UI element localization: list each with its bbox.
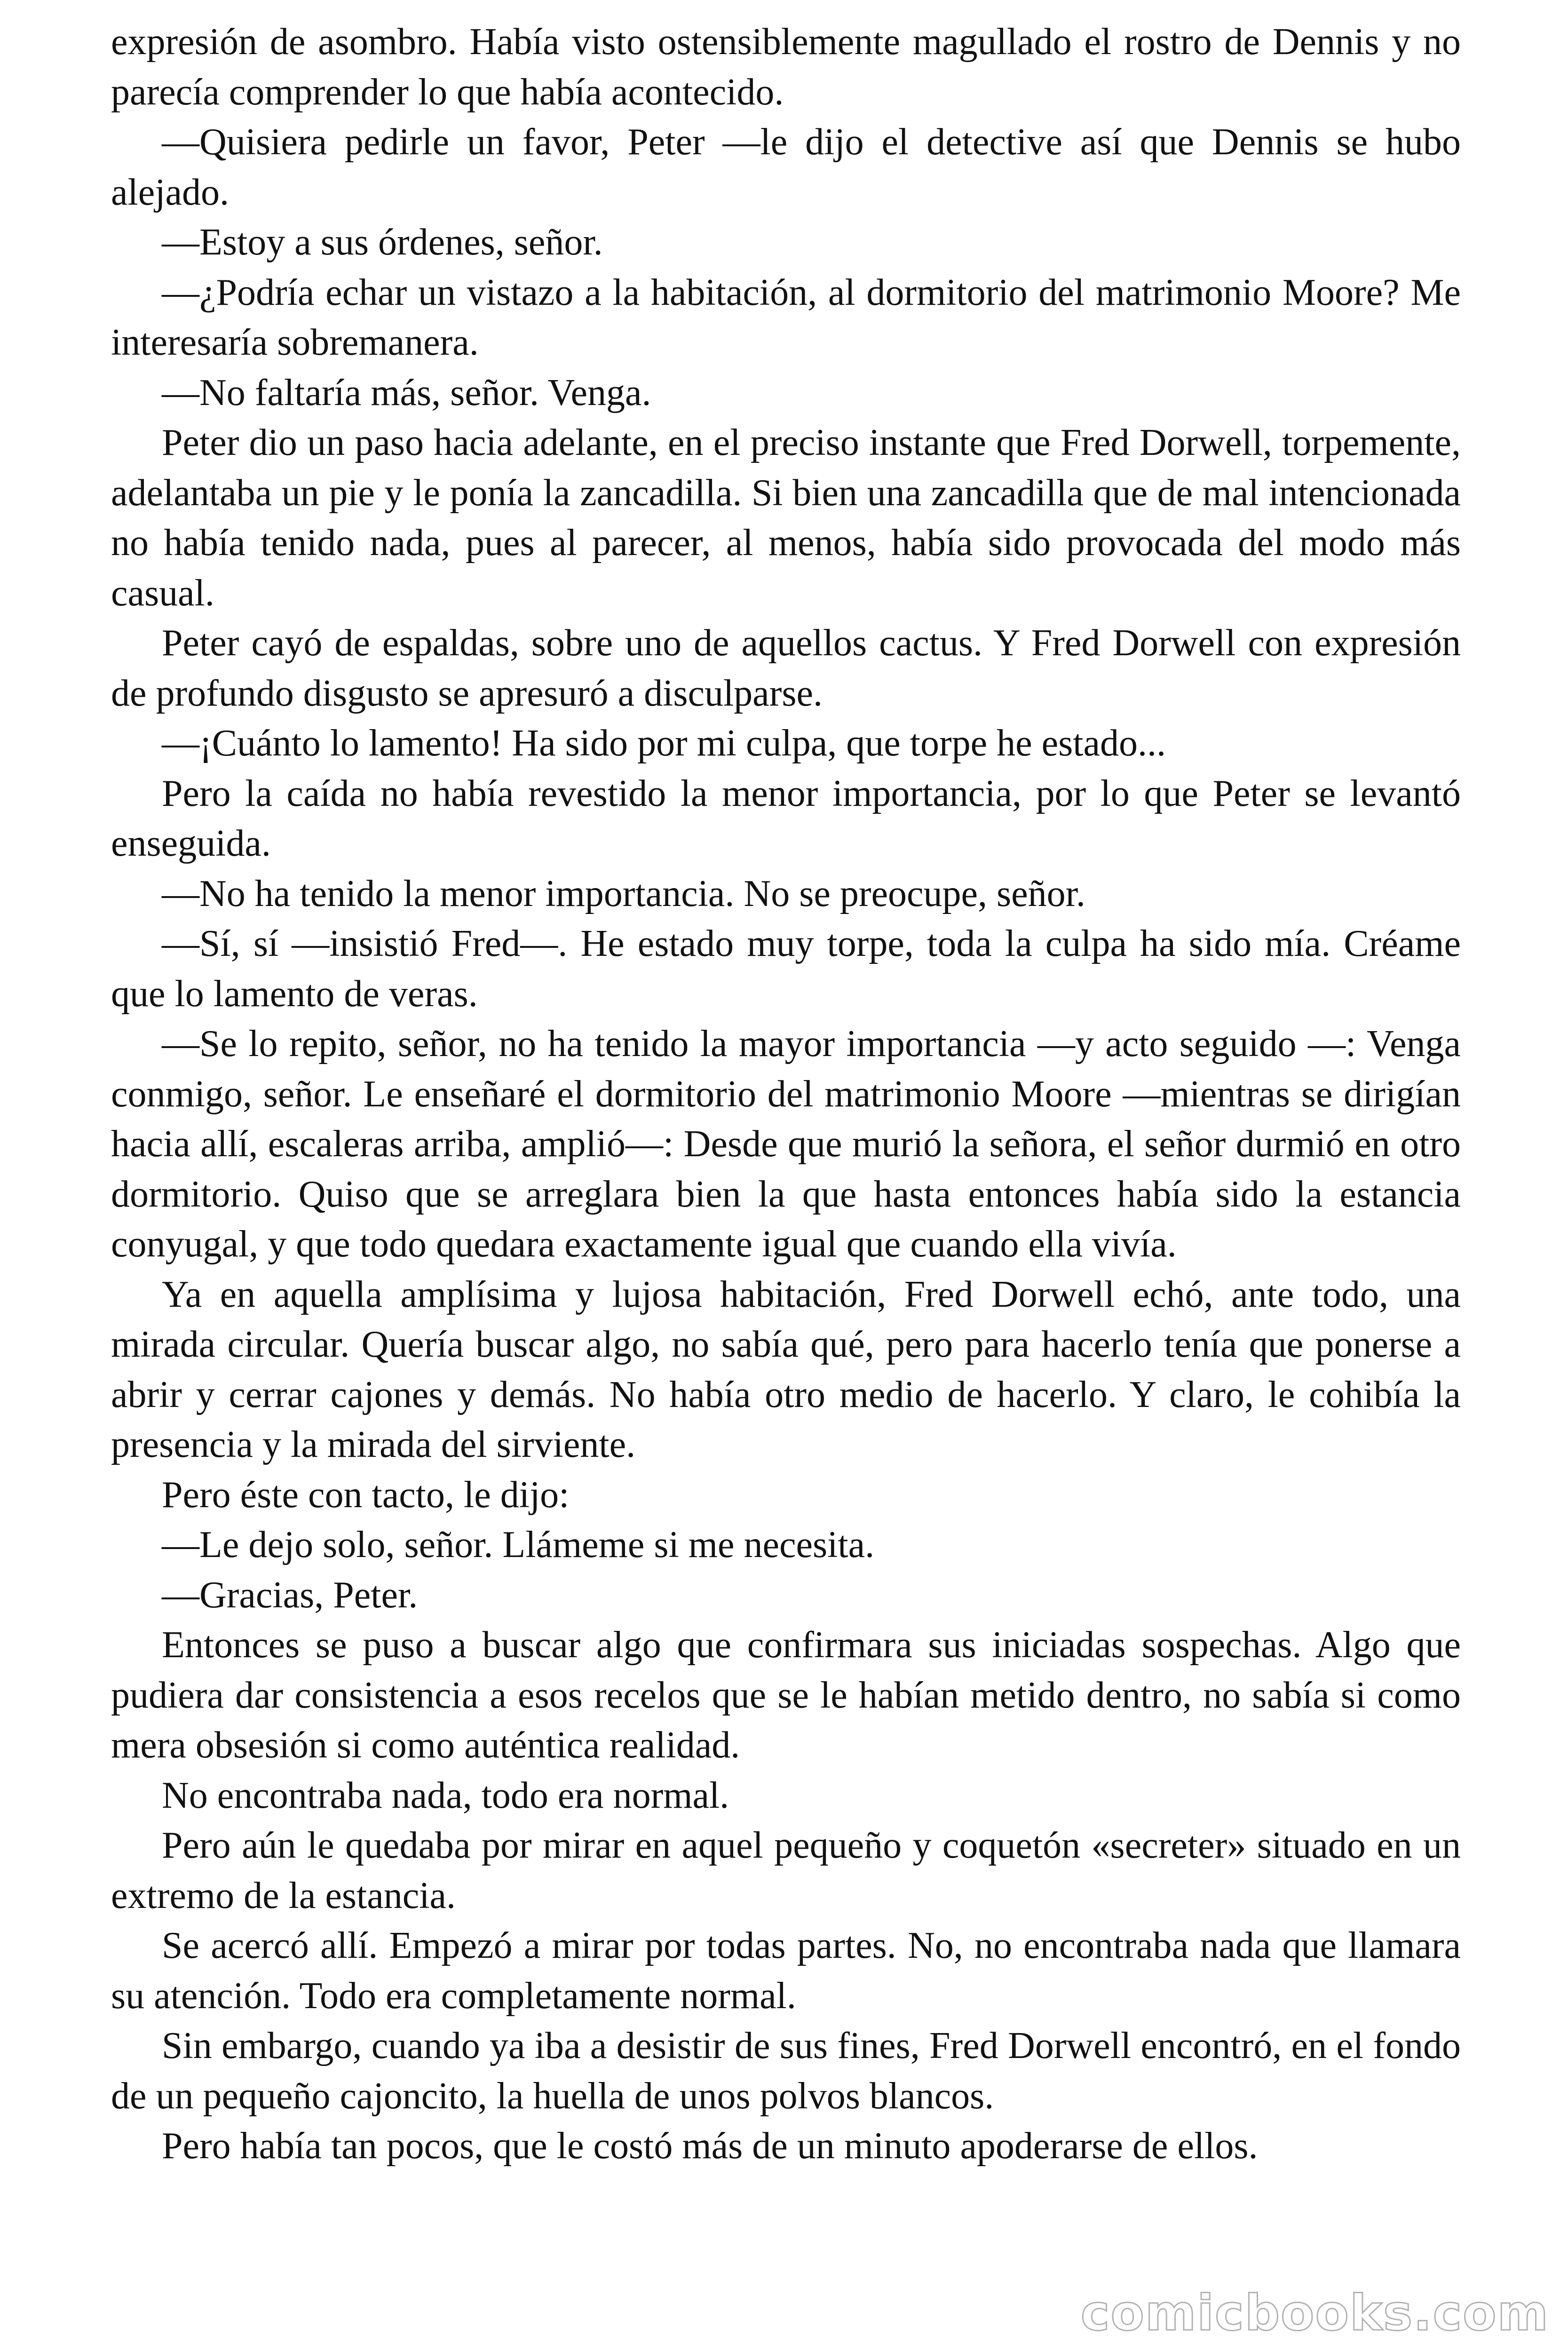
paragraph: Pero aún le quedaba por mirar en aquel pequeño y coquetón «secreter» situado en un extremo de la estancia. xyxy=(111,1825,1461,1916)
paragraph: —Gracias, Peter. xyxy=(162,1574,418,1616)
paragraph: Entonces se puso a buscar algo que confirmara sus iniciadas sospechas. Algo que pudiera dar consistencia a esos recelos que se le habían metido dentro, no sabía si como mera obsesión si como auténtica realidad. xyxy=(111,1624,1461,1766)
paragraph: —Estoy a sus órdenes, señor. xyxy=(162,222,603,263)
paragraph: Ya en aquella amplísima y lujosa habitación, Fred Dorwell echó, ante todo, una mirada circular. Quería buscar algo, no sabía qué, pero para hacerlo tenía que ponerse a abrir y cerrar cajones y demás. No había otro medio de hacerlo. Y claro, le cohibía la presencia y la mirada del sirviente. xyxy=(111,1273,1461,1465)
paragraph: —¡Cuánto lo lamento! Ha sido por mi culpa, que torpe he estado... xyxy=(162,723,1166,764)
watermark: comicbooks.com xyxy=(1080,2284,1549,2342)
paragraph: Pero éste con tacto, le dijo: xyxy=(162,1474,570,1516)
paragraph: —Le dejo solo, señor. Llámeme si me necesita. xyxy=(162,1524,875,1565)
paragraph: No encontraba nada, todo era normal. xyxy=(162,1774,729,1816)
paragraph: Pero la caída no había revestido la menor importancia, por lo que Peter se levantó enseguida. xyxy=(111,772,1461,864)
paragraph: —Quisiera pedirle un favor, Peter —le dijo el detective así que Dennis se hubo alejado. xyxy=(111,121,1461,213)
paragraph: —No ha tenido la menor importancia. No se preocupe, señor. xyxy=(162,873,1085,914)
paragraph: —¿Podría echar un vistazo a la habitación, al dormitorio del matrimonio Moore? Me interesaría sobremanera. xyxy=(111,271,1461,363)
paragraph: expresión de asombro. Había visto ostensiblemente magullado el rostro de Dennis y no parecía comprender lo que había acontecido. xyxy=(111,21,1461,113)
paragraph: Sin embargo, cuando ya iba a desistir de sus fines, Fred Dorwell encontró, en el fondo de un pequeño cajoncito, la huella de unos polvos blancos. xyxy=(111,2025,1461,2117)
paragraph: —Sí, sí —insistió Fred—. He estado muy torpe, toda la culpa ha sido mía. Créame que lo lamento de veras. xyxy=(111,923,1461,1015)
paragraph: Peter dio un paso hacia adelante, en el preciso instante que Fred Dorwell, torpemente, adelantaba un pie y le ponía la zancadilla. Si bien una zancadilla que de mal intencionada no había tenido nada, pues al parecer, al menos, había sido provocada del modo más casual. xyxy=(111,422,1461,614)
paragraph: —No faltaría más, señor. Venga. xyxy=(162,372,651,413)
paragraph: Peter cayó de espaldas, sobre uno de aquellos cactus. Y Fred Dorwell con expresión de profundo disgusto se apresuró a disculparse. xyxy=(111,622,1461,714)
paragraph: —Se lo repito, señor, no ha tenido la mayor importancia —y acto seguido —: Venga conmigo, señor. Le enseñaré el dormitorio del matrimonio Moore —mientras se dirigían hacia allí, escaleras arriba, amplió—: Desde que murió la señora, el señor durmió en otro dormitorio. Quiso que se arreglara bien la que hasta entonces había sido la estancia conyugal, y que todo quedara exactamente igual que cuando ella vivía. xyxy=(111,1023,1461,1265)
paragraph: Pero había tan pocos, que le costó más de un minuto apoderarse de ellos. xyxy=(162,2125,1258,2167)
page-body xyxy=(111,17,1461,2171)
paragraph: Se acercó allí. Empezó a mirar por todas partes. No, no encontraba nada que llamara su atención. Todo era completamente normal. xyxy=(111,1925,1461,2017)
